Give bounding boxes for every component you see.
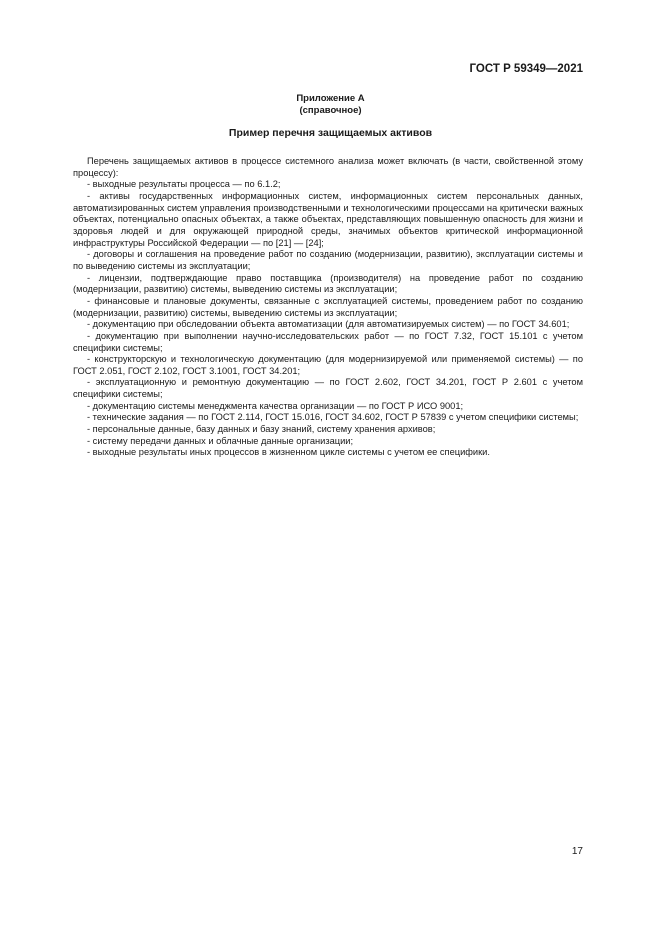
document-code: ГОСТ Р 59349—2021	[469, 63, 583, 75]
list-item: - систему передачи данных и облачные данные организации;	[87, 435, 354, 446]
appendix-status: (справочное)	[299, 105, 362, 116]
list-item: - активы государственных информационных систем, информационных систем персональных данных, автоматизированных систем управления производственными и технологическими процессами на критически важных объектах, потенциально опасных объектах, а также объектах, представляющих повышенную опасность для жизни и здоровья людей и для окружающей природной среды, значимых объектов критической информационной инфраструктуры Российской Федерации — по [21] — [24];	[73, 190, 583, 248]
appendix-title-block	[0, 93, 661, 117]
list-item: - персональные данные, базу данных и базу знаний, систему хранения архивов;	[87, 424, 436, 435]
intro-paragraph: Перечень защищаемых активов в процессе системного анализа может включать (в части, свойственной этому процессу):	[73, 156, 583, 178]
list-item: - выходные результаты процесса — по 6.1.2;	[87, 179, 281, 190]
list-item: - документацию системы менеджмента качества организации — по ГОСТ Р ИСО 9001;	[87, 400, 464, 411]
body-text	[73, 156, 583, 459]
appendix-title: Приложение А	[296, 93, 365, 104]
list-item: - документацию при выполнении научно-исследовательских работ — по ГОСТ 7.32, ГОСТ 15.101 с учетом специфики системы;	[73, 330, 583, 353]
list-item: - эксплуатационную и ремонтную документацию — по ГОСТ 2.602, ГОСТ 34.201, ГОСТ Р 2.601 с учетом специфики системы;	[73, 377, 583, 400]
list-item: - конструкторскую и технологическую документацию (для модернизируемой или применяемой системы) — по ГОСТ 2.051, ГОСТ 2.102, ГОСТ 3.1001, ГОСТ 34.201;	[73, 354, 583, 376]
section-heading: Пример перечня защищаемых активов	[228, 127, 433, 139]
list-item: - лицензии, подтверждающие право поставщика (производителя) на проведение работ по созданию (модернизации, развитию) системы, выведению системы из эксплуатации;	[73, 272, 583, 295]
list-item: - технические задания — по ГОСТ 2.114, ГОСТ 15.016, ГОСТ 34.602, ГОСТ Р 57839 с учетом специфики системы;	[87, 412, 579, 423]
list-item: - документацию при обследовании объекта автоматизации (для автоматизируемых систем) — по ГОСТ 34.601;	[87, 319, 570, 330]
list-item: - выходные результаты иных процессов в жизненном цикле системы с учетом ее специфики.	[87, 447, 490, 458]
list-item: - финансовые и плановые документы, связанные с эксплуатацией системы, проведением работ по созданию (модернизации, развитию) системы, выведению системы из эксплуатации;	[73, 295, 583, 318]
list-item: - договоры и соглашения на проведение работ по созданию (модернизации, развитию), эксплуатации системы и по выведению системы из эксплуатации;	[73, 249, 583, 271]
page-number: 17	[571, 846, 583, 857]
